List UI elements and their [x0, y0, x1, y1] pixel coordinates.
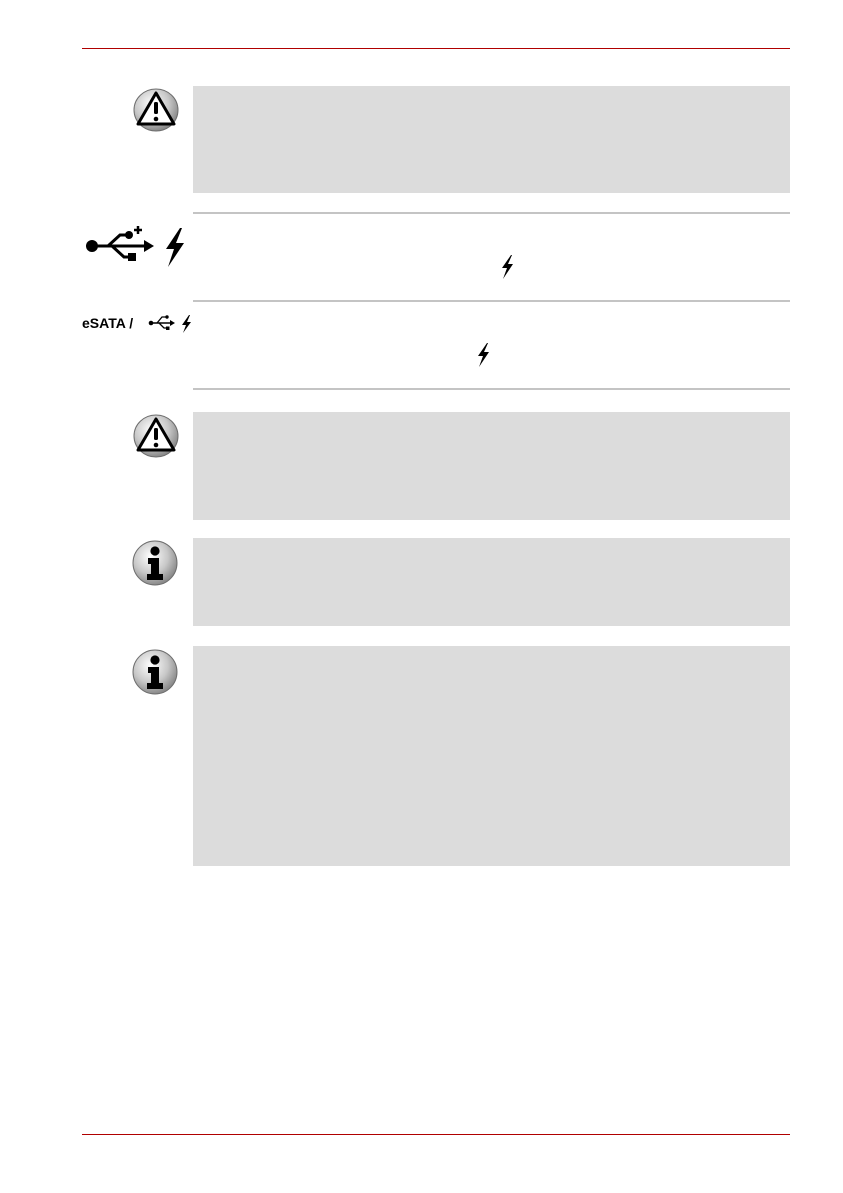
lightning-icon: [500, 255, 514, 284]
caution-box: [193, 412, 790, 520]
caution-box: [193, 86, 790, 193]
esata-usb-sleep-and-charge-icon: [82, 312, 194, 339]
header-rule: [82, 48, 790, 49]
svg-text:eSATA /: eSATA /: [82, 315, 134, 331]
usb-sleep-and-charge-icon: [82, 226, 190, 273]
section-separator: [193, 212, 790, 214]
footer-rule: [82, 1134, 790, 1135]
info-icon: [131, 539, 179, 592]
info-icon: [131, 648, 179, 701]
section-separator: [193, 388, 790, 390]
section-separator: [193, 300, 790, 302]
caution-icon: [132, 413, 180, 464]
note-box: [193, 538, 790, 626]
lightning-icon: [476, 343, 490, 372]
note-box: [193, 646, 790, 866]
caution-icon: [132, 87, 180, 138]
